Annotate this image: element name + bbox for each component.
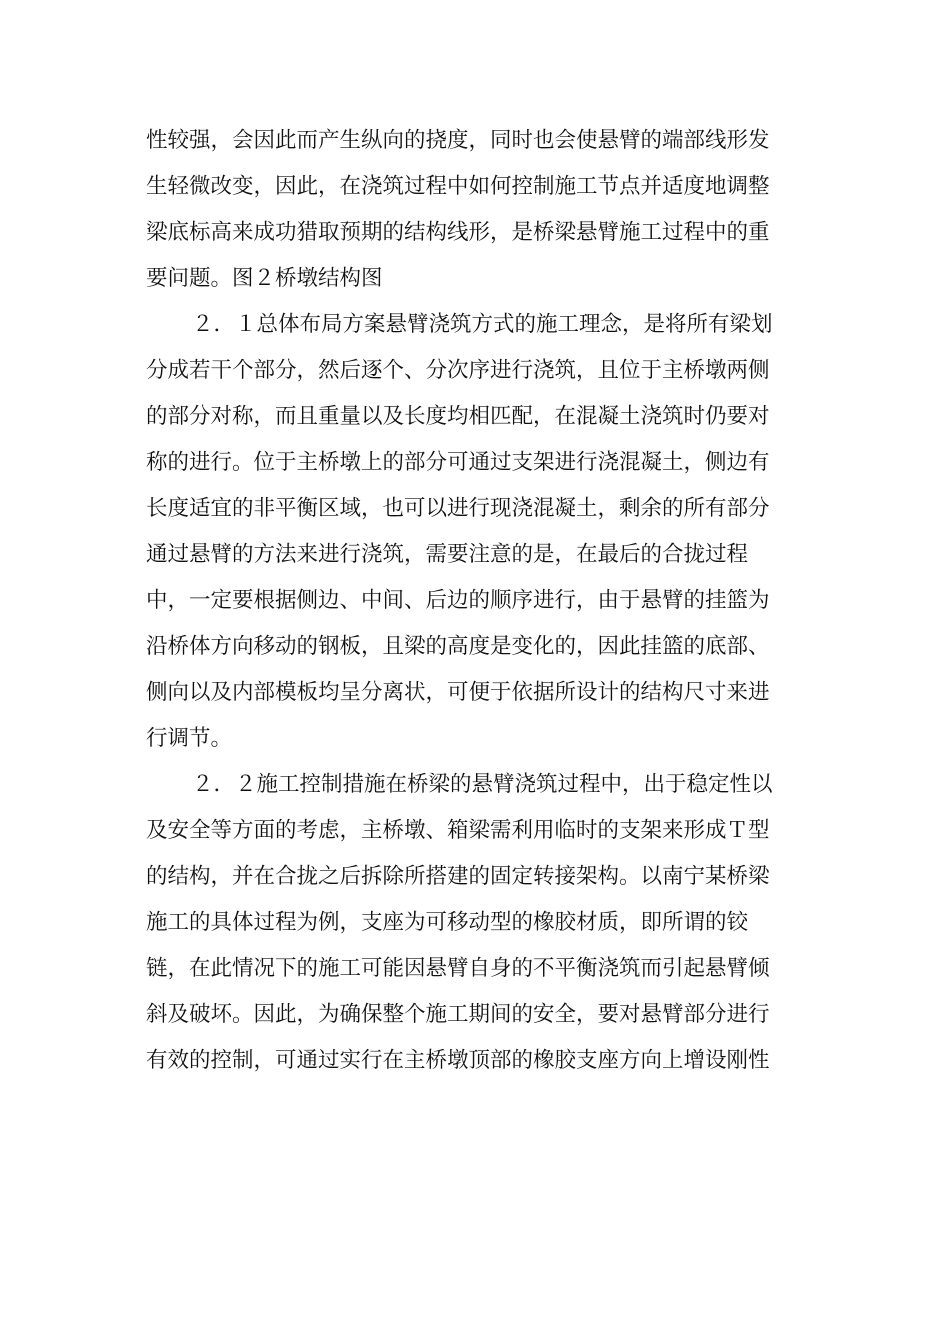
text-line: 的结构，并在合拢之后拆除所搭建的固定转接架构。以南宁某桥梁	[146, 864, 770, 889]
text-line: 中，一定要根据侧边、中间、后边的顺序进行，由于悬臂的挂篮为	[146, 588, 770, 613]
text-line: 沿桥体方向移动的钢板，且梁的高度是变化的，因此挂篮的底部、	[146, 634, 770, 659]
text-line: 行调节。	[146, 726, 233, 751]
paragraph	[146, 302, 806, 762]
text-line: 及安全等方面的考虑，主桥墩、箱梁需利用临时的支架来形成Ｔ型	[146, 818, 770, 843]
text-line: 通过悬臂的方法来进行浇筑，需要注意的是，在最后的合拢过程	[146, 542, 749, 567]
text-line: 要问题。图２桥墩结构图	[146, 266, 383, 291]
text-line: 长度适宜的非平衡区域，也可以进行现浇混凝土，剩余的所有部分	[146, 496, 770, 521]
paragraph	[146, 762, 806, 1084]
text-line: 斜及破坏。因此，为确保整个施工期间的安全，要对悬臂部分进行	[146, 1002, 770, 1027]
text-line: ２．１总体布局方案悬臂浇筑方式的施工理念，是将所有梁划	[192, 312, 773, 337]
text-line: 称的进行。位于主桥墩上的部分可通过支架进行浇混凝土，侧边有	[146, 450, 770, 475]
text-line: 侧向以及内部模板均呈分离状，可便于依据所设计的结构尺寸来进	[146, 680, 770, 705]
text-line: 有效的控制，可通过实行在主桥墩顶部的橡胶支座方向上增设刚性	[146, 1048, 770, 1073]
text-line: 分成若干个部分，然后逐个、分次序进行浇筑，且位于主桥墩两侧	[146, 358, 770, 383]
paragraph	[146, 118, 806, 302]
text-line: 生轻微改变，因此，在浇筑过程中如何控制施工节点并适度地调整	[146, 174, 770, 199]
text-line: 链，在此情况下的施工可能因悬臂自身的不平衡浇筑而引起悬臂倾	[146, 956, 770, 981]
text-line: 施工的具体过程为例，支座为可移动型的橡胶材质，即所谓的铰	[146, 910, 749, 935]
body-text	[146, 118, 806, 1084]
text-line: ２．２施工控制措施在桥梁的悬臂浇筑过程中，出于稳定性以	[192, 772, 773, 797]
text-line: 性较强，会因此而产生纵向的挠度，同时也会使悬臂的端部线形发	[146, 128, 770, 153]
text-line: 梁底标高来成功猎取预期的结构线形，是桥梁悬臂施工过程中的重	[146, 220, 770, 245]
text-line: 的部分对称，而且重量以及长度均相匹配，在混凝土浇筑时仍要对	[146, 404, 770, 429]
